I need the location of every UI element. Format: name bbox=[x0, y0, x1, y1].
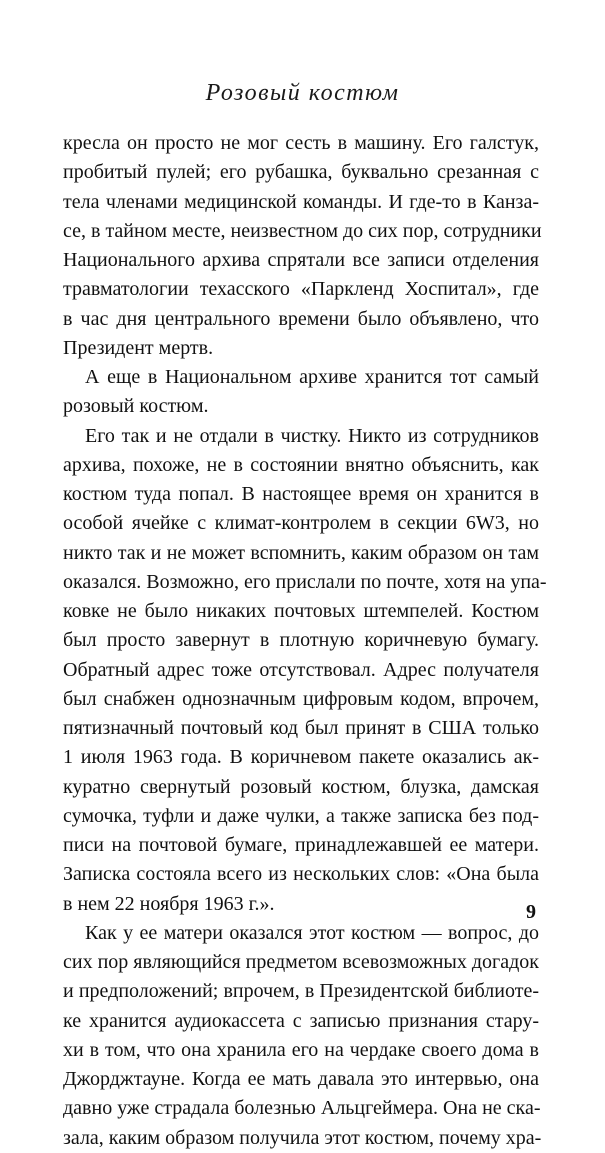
text-line: кресла он просто не мог сесть в машину. Его галстук, bbox=[63, 132, 539, 154]
text-line: травматологии техасского «Паркленд Хоспитал», где bbox=[63, 278, 539, 301]
text-line: зала, каким образом получила этот костюм, почему хра- bbox=[63, 1126, 542, 1149]
text-line: Обратный адрес тоже отсутствовал. Адрес получателя bbox=[63, 658, 539, 681]
text-line: сих пор являющийся предметом всевозможных догадок bbox=[63, 951, 539, 973]
text-line: Его так и не отдали в чистку. Никто из сотрудников bbox=[85, 424, 539, 447]
text-line: сумочка, туфли и даже чулки, а также записка без под- bbox=[63, 804, 539, 827]
text-line: Национального архива спрятали все записи отделения bbox=[63, 249, 539, 271]
text-line: Президент мертв. bbox=[63, 336, 214, 359]
text-line: пробитый пулей; его рубашка, буквально срезанная с bbox=[63, 161, 539, 184]
text-line: розовый костюм. bbox=[63, 395, 209, 418]
text-line: хи в том, что она хранила его на чердаке своего дома в bbox=[63, 1038, 539, 1061]
text-line: в час дня центрального времени было объявлено, что bbox=[63, 307, 539, 330]
running-head: Розовый костюм bbox=[205, 80, 400, 106]
text-line: оказался. Возможно, его прислали по почте, хотя на упа- bbox=[63, 570, 547, 593]
text-line: Джорджтауне. Когда ее мать давала это интервью, она bbox=[63, 1068, 539, 1090]
text-line: писи на почтовой бумаге, принадлежавшей ее матери. bbox=[63, 834, 539, 856]
text-line: был снабжен однозначным цифровым кодом, впрочем, bbox=[63, 687, 539, 710]
text-line: никто так и не может вспомнить, каким образом он там bbox=[63, 541, 539, 564]
text-line: в нем 22 ноября 1963 г.». bbox=[63, 892, 275, 915]
text-line: А еще в Национальном архиве хранится тот самый bbox=[85, 366, 539, 388]
text-line: Как у ее матери оказался этот костюм — вопрос, до bbox=[85, 921, 539, 944]
text-line: особой ячейке с климат-контролем в секции 6W3, но bbox=[63, 512, 539, 535]
body-text bbox=[63, 129, 547, 1153]
text-line: ковке не было никаких почтовых штемпелей. Костюм bbox=[63, 600, 539, 622]
text-line: ке хранится аудиокассета с записью признания стару- bbox=[63, 1009, 539, 1032]
text-line: архива, похоже, не в состоянии внятно объяснить, как bbox=[63, 453, 539, 476]
text-line: пятизначный почтовый код был принят в США только bbox=[63, 717, 539, 739]
text-line: костюм туда попал. В настоящее время он хранится в bbox=[63, 483, 539, 505]
text-line: Записка состояла всего из нескольких слов: «Она была bbox=[63, 863, 539, 886]
text-line: се, в тайном месте, неизвестном до сих пор, сотрудники bbox=[63, 219, 542, 242]
text-line: давно уже страдала болезнью Альцгеймера. Она не ска- bbox=[63, 1097, 541, 1120]
text-line: 1 июля 1963 года. В коричневом пакете оказались ак- bbox=[63, 746, 539, 769]
text-line: и предположений; впрочем, в Президентской библиоте- bbox=[63, 980, 539, 1003]
text-line: куратно свернутый розовый костюм, блузка, дамская bbox=[63, 775, 539, 798]
page-number: 9 bbox=[526, 901, 536, 923]
text-line: был просто завернут в плотную коричневую бумагу. bbox=[63, 629, 539, 652]
text-line: тела членами медицинской команды. И где-то в Канза- bbox=[63, 190, 539, 213]
